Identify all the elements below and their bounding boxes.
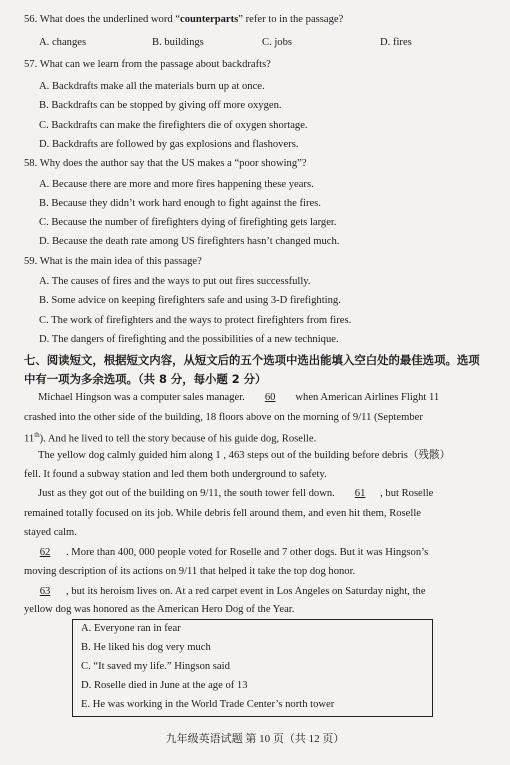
question-59-stem: 59. What is the main idea of this passage? xyxy=(24,256,202,267)
passage-p4-line-1: 62 . More than 400, 000 people voted for Roselle and 7 other dogs. But it was Hingson’s xyxy=(24,548,428,559)
passage-p2-line-2: fell. It found a subway station and led them both underground to safety. xyxy=(24,469,327,480)
q56-suffix: ” refer to in the passage? xyxy=(238,14,344,25)
choice-c[interactable]: C. “It saved my life.” Hingson said xyxy=(81,661,230,672)
choice-b[interactable]: B. He liked his dog very much xyxy=(81,642,211,653)
q56-option-b[interactable]: B. buildings xyxy=(152,37,204,48)
q58-option-c[interactable]: C. Because the number of firefighters dying of firefighting gets larger. xyxy=(39,217,337,228)
q56-option-a[interactable]: A. changes xyxy=(39,37,87,48)
q56-option-c[interactable]: C. jobs xyxy=(262,37,293,48)
choice-a[interactable]: A. Everyone ran in fear xyxy=(81,623,181,634)
q57-option-b[interactable]: B. Backdrafts can be stopped by giving off more oxygen. xyxy=(39,100,282,111)
passage-p1-line-1: Michael Hingson was a computer sales manager. 60 when American Airlines Flight 11 xyxy=(38,392,440,403)
section-7-instruction-line-1: 七、阅读短文，根据短文内容，从短文后的五个选项中选出能填入空白处的最佳选项。选项 xyxy=(24,353,480,367)
passage-p5-line-2: yellow dog was honored as the American Hero Dog of the Year. xyxy=(24,604,295,615)
question-57-stem: 57. What can we learn from the passage about backdrafts? xyxy=(24,59,271,70)
q58-option-a[interactable]: A. Because there are more and more fires happening these years. xyxy=(39,179,314,190)
q59-option-d[interactable]: D. The dangers of firefighting and the possibilities of a new technique. xyxy=(39,334,339,345)
passage-p2-line-1: The yellow dog calmly guided him along 1 , 463 steps out of the building before debris（残骸） xyxy=(38,450,451,461)
passage-p3-line-2: remained totally focused on its job. While debris fell around them, and even hit them, Roselle xyxy=(24,508,421,519)
passage-p4-line-2: moving description of its actions on 9/11 that helped it take the top dog honor. xyxy=(24,566,356,577)
q57-option-a[interactable]: A. Backdrafts make all the materials burn up at once. xyxy=(39,81,265,92)
blank-62[interactable]: 62 xyxy=(39,547,51,558)
choice-d[interactable]: D. Roselle died in June at the age of 13 xyxy=(81,680,248,691)
q57-option-d[interactable]: D. Backdrafts are followed by gas explosions and flashovers. xyxy=(39,139,299,150)
q58-option-d[interactable]: D. Because the death rate among US firefighters hasn’t changed much. xyxy=(39,236,340,247)
blank-61[interactable]: 61 xyxy=(354,488,366,499)
passage-p3-line-3: stayed calm. xyxy=(24,527,77,538)
blank-63[interactable]: 63 xyxy=(39,586,51,597)
passage-p1-line-2: crashed into the other side of the building, 18 floors above on the morning of 9/11 (September xyxy=(24,412,423,423)
passage-p1-line-3: 11th). And he lived to tell the story because of his guide dog, Roselle. xyxy=(24,431,317,445)
choice-e[interactable]: E. He was working in the World Trade Center’s north tower xyxy=(81,699,335,710)
q56-option-d[interactable]: D. fires xyxy=(380,37,412,48)
section-7-instruction-line-2: 中有一项为多余选项。（共 8 分，每小题 2 分） xyxy=(24,372,267,386)
question-56-options xyxy=(0,38,510,52)
q57-option-c[interactable]: C. Backdrafts can make the firefighters die of oxygen shortage. xyxy=(39,120,308,131)
q59-option-b[interactable]: B. Some advice on keeping firefighters safe and using 3-D firefighting. xyxy=(39,295,341,306)
page-footer: 九年级英语试题 第 10 页（共 12 页） xyxy=(165,733,345,745)
q59-option-a[interactable]: A. The causes of fires and the ways to put out fires successfully. xyxy=(39,276,311,287)
question-58-stem: 58. Why does the author say that the US makes a “poor showing”? xyxy=(24,158,307,169)
q59-option-c[interactable]: C. The work of firefighters and the ways to protect firefighters from fires. xyxy=(39,315,352,326)
q56-prefix: 56. What does the underlined word “ xyxy=(24,14,181,25)
q58-option-b[interactable]: B. Because they didn’t work hard enough to fight against the fires. xyxy=(39,198,321,209)
choices-box xyxy=(72,619,433,717)
passage-p3-line-1: Just as they got out of the building on 9/11, the south tower fell down. 61 , but Roselle xyxy=(38,488,434,499)
q56-underlined-word: counterparts xyxy=(180,14,239,25)
question-56-stem xyxy=(24,15,343,26)
passage-p5-line-1: 63 , but its heroism lives on. At a red carpet event in Los Angeles on Saturday night, the xyxy=(24,587,426,598)
blank-60[interactable]: 60 xyxy=(264,392,276,403)
